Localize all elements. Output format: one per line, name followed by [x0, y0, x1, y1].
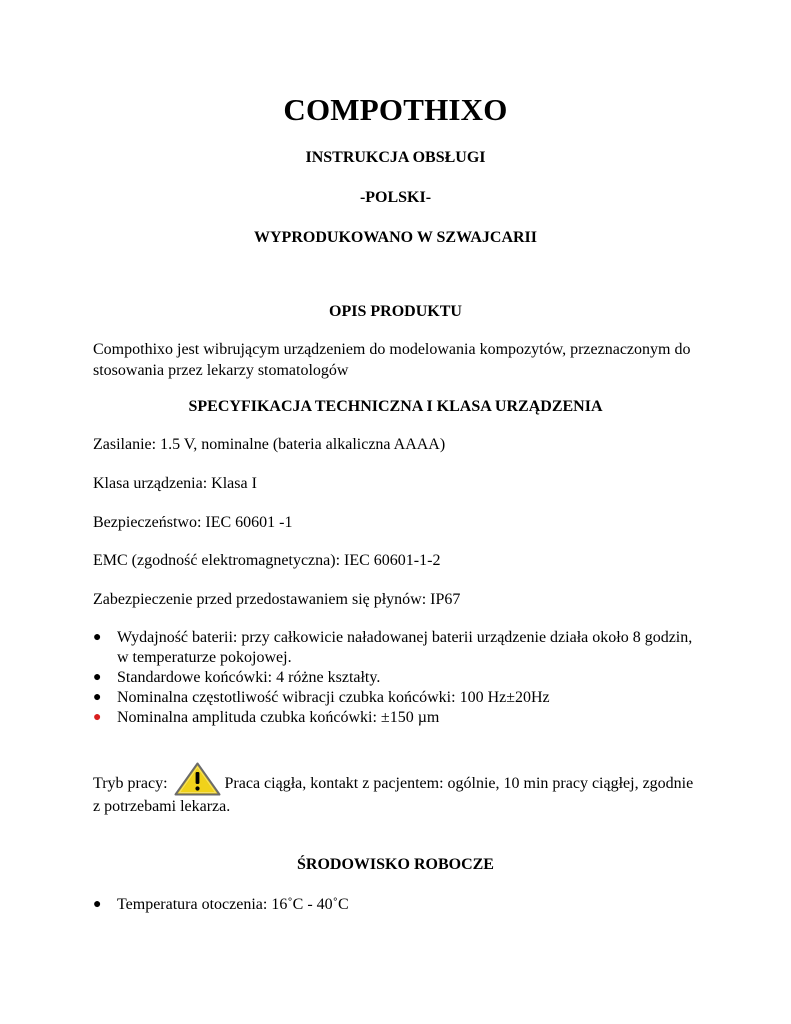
- list-item-text: Nominalna amplituda czubka końcówki: ±150 µm: [117, 709, 440, 726]
- heading-technical-specs: SPECYFIKACJA TECHNICZNA I KLASA URZĄDZENIA: [188, 398, 603, 415]
- bullet-icon: ●: [93, 670, 102, 685]
- spec-device-class: Klasa urządzenia: Klasa I: [93, 475, 257, 492]
- list-item-text: Temperatura otoczenia: 16˚C - 40˚C: [117, 896, 349, 913]
- bullet-icon: ●: [93, 710, 102, 725]
- subtitle-origin: WYPRODUKOWANO W SZWAJCARII: [254, 229, 537, 246]
- bullet-icon: ●: [93, 630, 102, 645]
- environment-bullet-list: [93, 895, 703, 915]
- warning-triangle-icon: [174, 762, 221, 796]
- subtitle-language: -POLSKI-: [359, 189, 432, 206]
- bullet-icon: ●: [93, 897, 102, 912]
- list-item: [93, 668, 703, 688]
- spec-bullet-list: [93, 628, 703, 728]
- product-description-text: Compothixo jest wibrującym urządzeniem do modelowania kompozytów, przeznaczonym do stosowania przez lekarzy stomatologów: [93, 341, 691, 379]
- heading-product-description: OPIS PRODUKTU: [329, 303, 462, 320]
- heading-working-environment: ŚRODOWISKO ROBOCZE: [297, 856, 494, 873]
- bullet-icon: ●: [93, 690, 102, 705]
- list-item: [93, 895, 703, 915]
- spec-safety: Bezpieczeństwo: IEC 60601 -1: [93, 514, 293, 531]
- spec-power: Zasilanie: 1.5 V, nominalne (bateria alkaliczna AAAA): [93, 436, 446, 453]
- list-item-text: Wydajność baterii: przy całkowicie naładowanej baterii urządzenie działa około 8 godzin, w temperaturze pokojowej.: [117, 629, 693, 666]
- list-item-text: Nominalna częstotliwość wibracji czubka końcówki: 100 Hz±20Hz: [117, 689, 550, 706]
- operating-mode-label: Tryb pracy:: [93, 775, 168, 792]
- list-item: [93, 628, 703, 668]
- list-item: [93, 688, 703, 708]
- document-title: COMPOTHIXO: [283, 92, 508, 127]
- list-item: [93, 708, 703, 728]
- operating-mode-paragraph: [93, 762, 703, 817]
- list-item-text: Standardowe końcówki: 4 różne kształty.: [117, 669, 381, 686]
- spec-ingress-protection: Zabezpieczenie przed przedostawaniem się płynów: IP67: [93, 591, 461, 608]
- spec-emc: EMC (zgodność elektromagnetyczna): IEC 60601-1-2: [93, 552, 441, 569]
- subtitle-manual: INSTRUKCJA OBSŁUGI: [305, 149, 486, 166]
- operating-mode-text: Praca ciągła, kontakt z pacjentem: ogólnie, 10 min pracy ciągłej, zgodnie z potrzebami lekarza.: [93, 775, 694, 815]
